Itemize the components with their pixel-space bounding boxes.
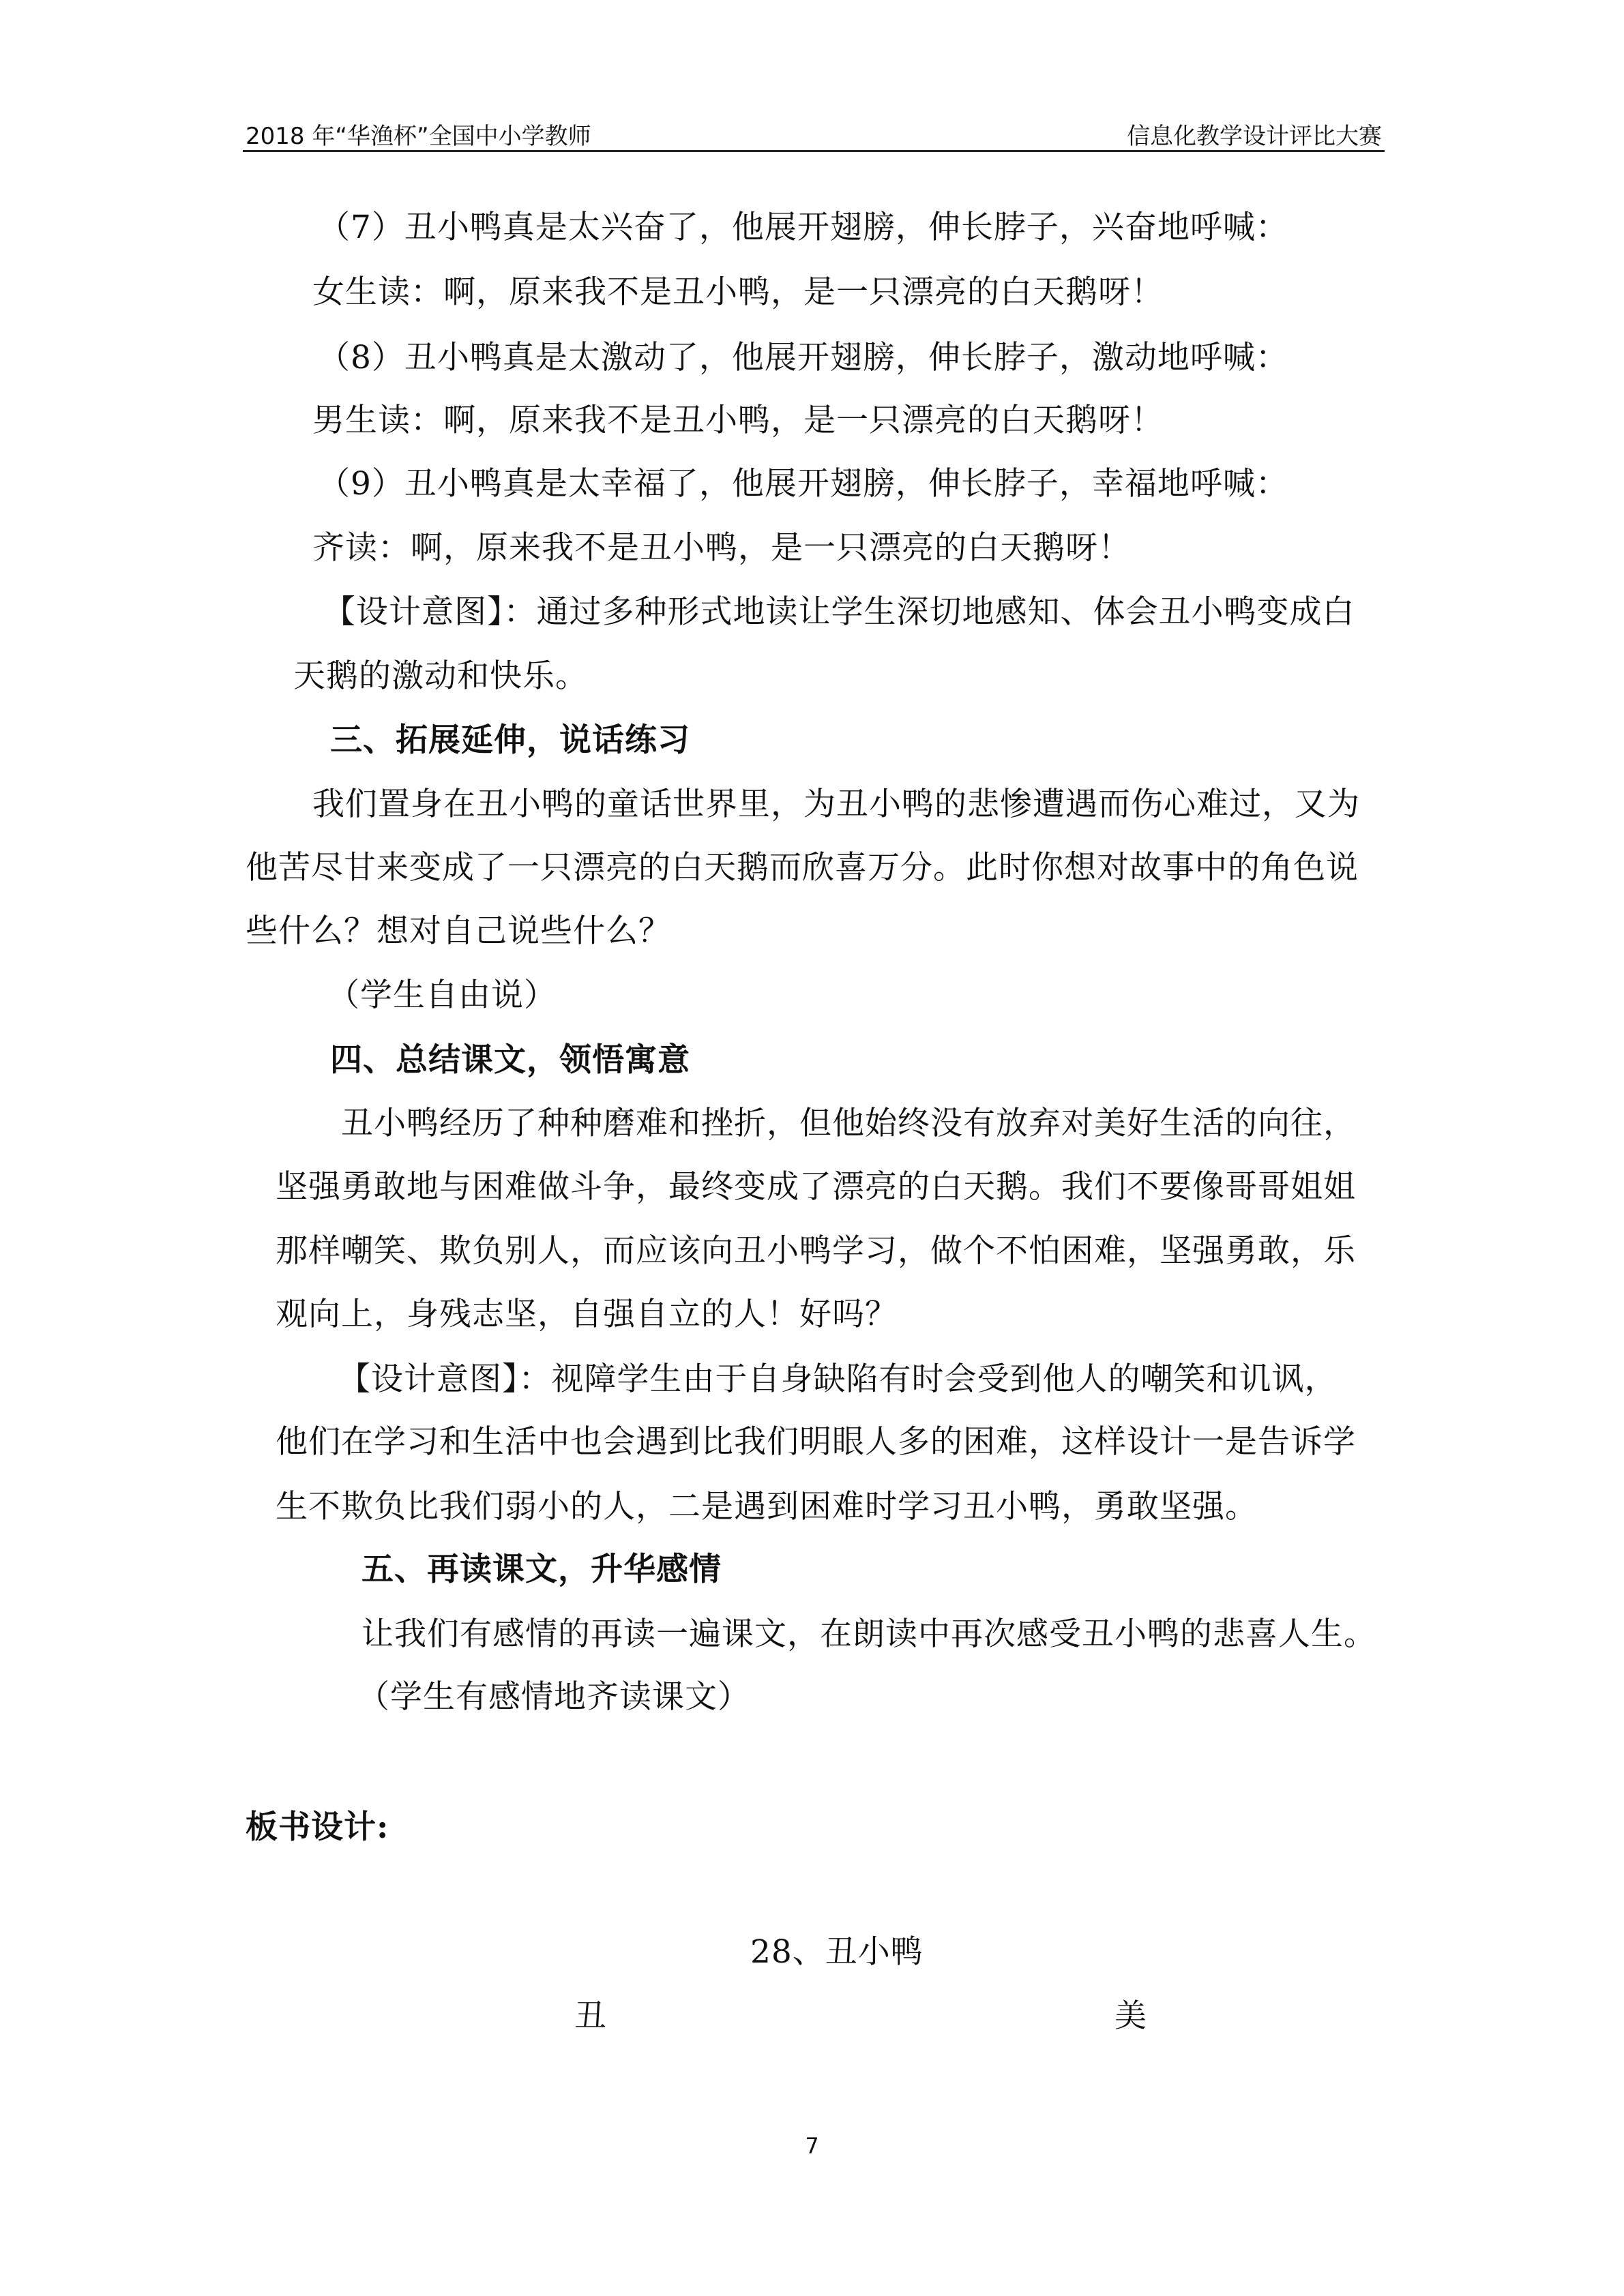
board-word-ugly: 丑 bbox=[574, 1997, 607, 2035]
board-design-heading: 板书设计: bbox=[246, 1808, 389, 1846]
paragraph-line: （8）丑小鸭真是太激动了，他展开翅膀，伸长脖子，激动地呼喊： bbox=[318, 339, 1288, 376]
paragraph-line: （9）丑小鸭真是太幸福了，他展开翅膀，伸长脖子，幸福地呼喊： bbox=[318, 465, 1288, 503]
design-intent-paragraph-line: 【设计意图】：视障学生由于自身缺陷有时会受到他人的嘲笑和讥讽， bbox=[338, 1360, 1338, 1398]
paragraph-line: 男生读：啊，原来我不是丑小鸭，是一只漂亮的白天鹅呀！ bbox=[312, 402, 1164, 439]
paragraph-line: 观向上，身残志坚，自强自立的人！好吗？ bbox=[276, 1296, 898, 1333]
design-intent-paragraph-line: 他们在学习和生活中也会遇到比我们明眼人多的困难，这样设计一是告诉学 bbox=[276, 1423, 1356, 1461]
paragraph-line: 坚强勇敢地与困难做斗争，最终变成了漂亮的白天鹅。我们不要像哥哥姐姐 bbox=[276, 1168, 1356, 1206]
paragraph-line: 让我们有感情的再读一遍课文，在朗读中再次感受丑小鸭的悲喜人生。 bbox=[361, 1615, 1376, 1653]
paragraph-line: （学生自由说） bbox=[327, 976, 557, 1014]
paragraph-line: 那样嘲笑、欺负别人，而应该向丑小鸭学习，做个不怕困难，坚强勇敢，乐 bbox=[276, 1232, 1356, 1270]
design-intent-paragraph-line: 天鹅的激动和快乐。 bbox=[293, 657, 588, 695]
paragraph-line: （学生有感情地齐读课文） bbox=[357, 1678, 750, 1716]
page-number: 7 bbox=[805, 2133, 819, 2159]
header-competition-title: 信息化教学设计评比大赛 bbox=[1127, 123, 1382, 150]
paragraph-line: 他苦尽甘来变成了一只漂亮的白天鹅而欣喜万分。此时你想对故事中的角色说 bbox=[246, 849, 1359, 886]
page-header bbox=[243, 113, 1385, 152]
board-word-beautiful: 美 bbox=[1114, 1997, 1147, 2035]
header-competition-year: 2018 年“华渔杯”全国中小学教师 bbox=[246, 123, 591, 150]
section-heading-5: 五、再读课文，升华感情 bbox=[361, 1551, 722, 1588]
section-heading-3: 三、拓展延伸，说话练习 bbox=[330, 721, 690, 759]
design-intent-paragraph-line: 【设计意图】：通过多种形式地读让学生深切地感知、体会丑小鸭变成白 bbox=[323, 593, 1355, 631]
section-heading-4: 四、总结课文，领悟寓意 bbox=[330, 1041, 690, 1079]
paragraph-line: 我们置身在丑小鸭的童话世界里，为丑小鸭的悲惨遭遇而伤心难过，又为 bbox=[312, 786, 1360, 823]
paragraph-line: 齐读：啊，原来我不是丑小鸭，是一只漂亮的白天鹅呀！ bbox=[312, 529, 1131, 567]
paragraph-line: （7）丑小鸭真是太兴奋了，他展开翅膀，伸长脖子，兴奋地呼喊： bbox=[318, 209, 1288, 246]
paragraph-line: 女生读：啊，原来我不是丑小鸭，是一只漂亮的白天鹅呀！ bbox=[312, 273, 1164, 311]
paragraph-line: 些什么？想对自己说些什么？ bbox=[246, 912, 671, 950]
board-title: 28、丑小鸭 bbox=[750, 1933, 924, 1971]
design-intent-paragraph-line: 生不欺负比我们弱小的人，二是遇到困难时学习丑小鸭，勇敢坚强。 bbox=[276, 1488, 1258, 1525]
paragraph-line: 丑小鸭经历了种种磨难和挫折，但他始终没有放弃对美好生活的向往， bbox=[341, 1105, 1356, 1142]
